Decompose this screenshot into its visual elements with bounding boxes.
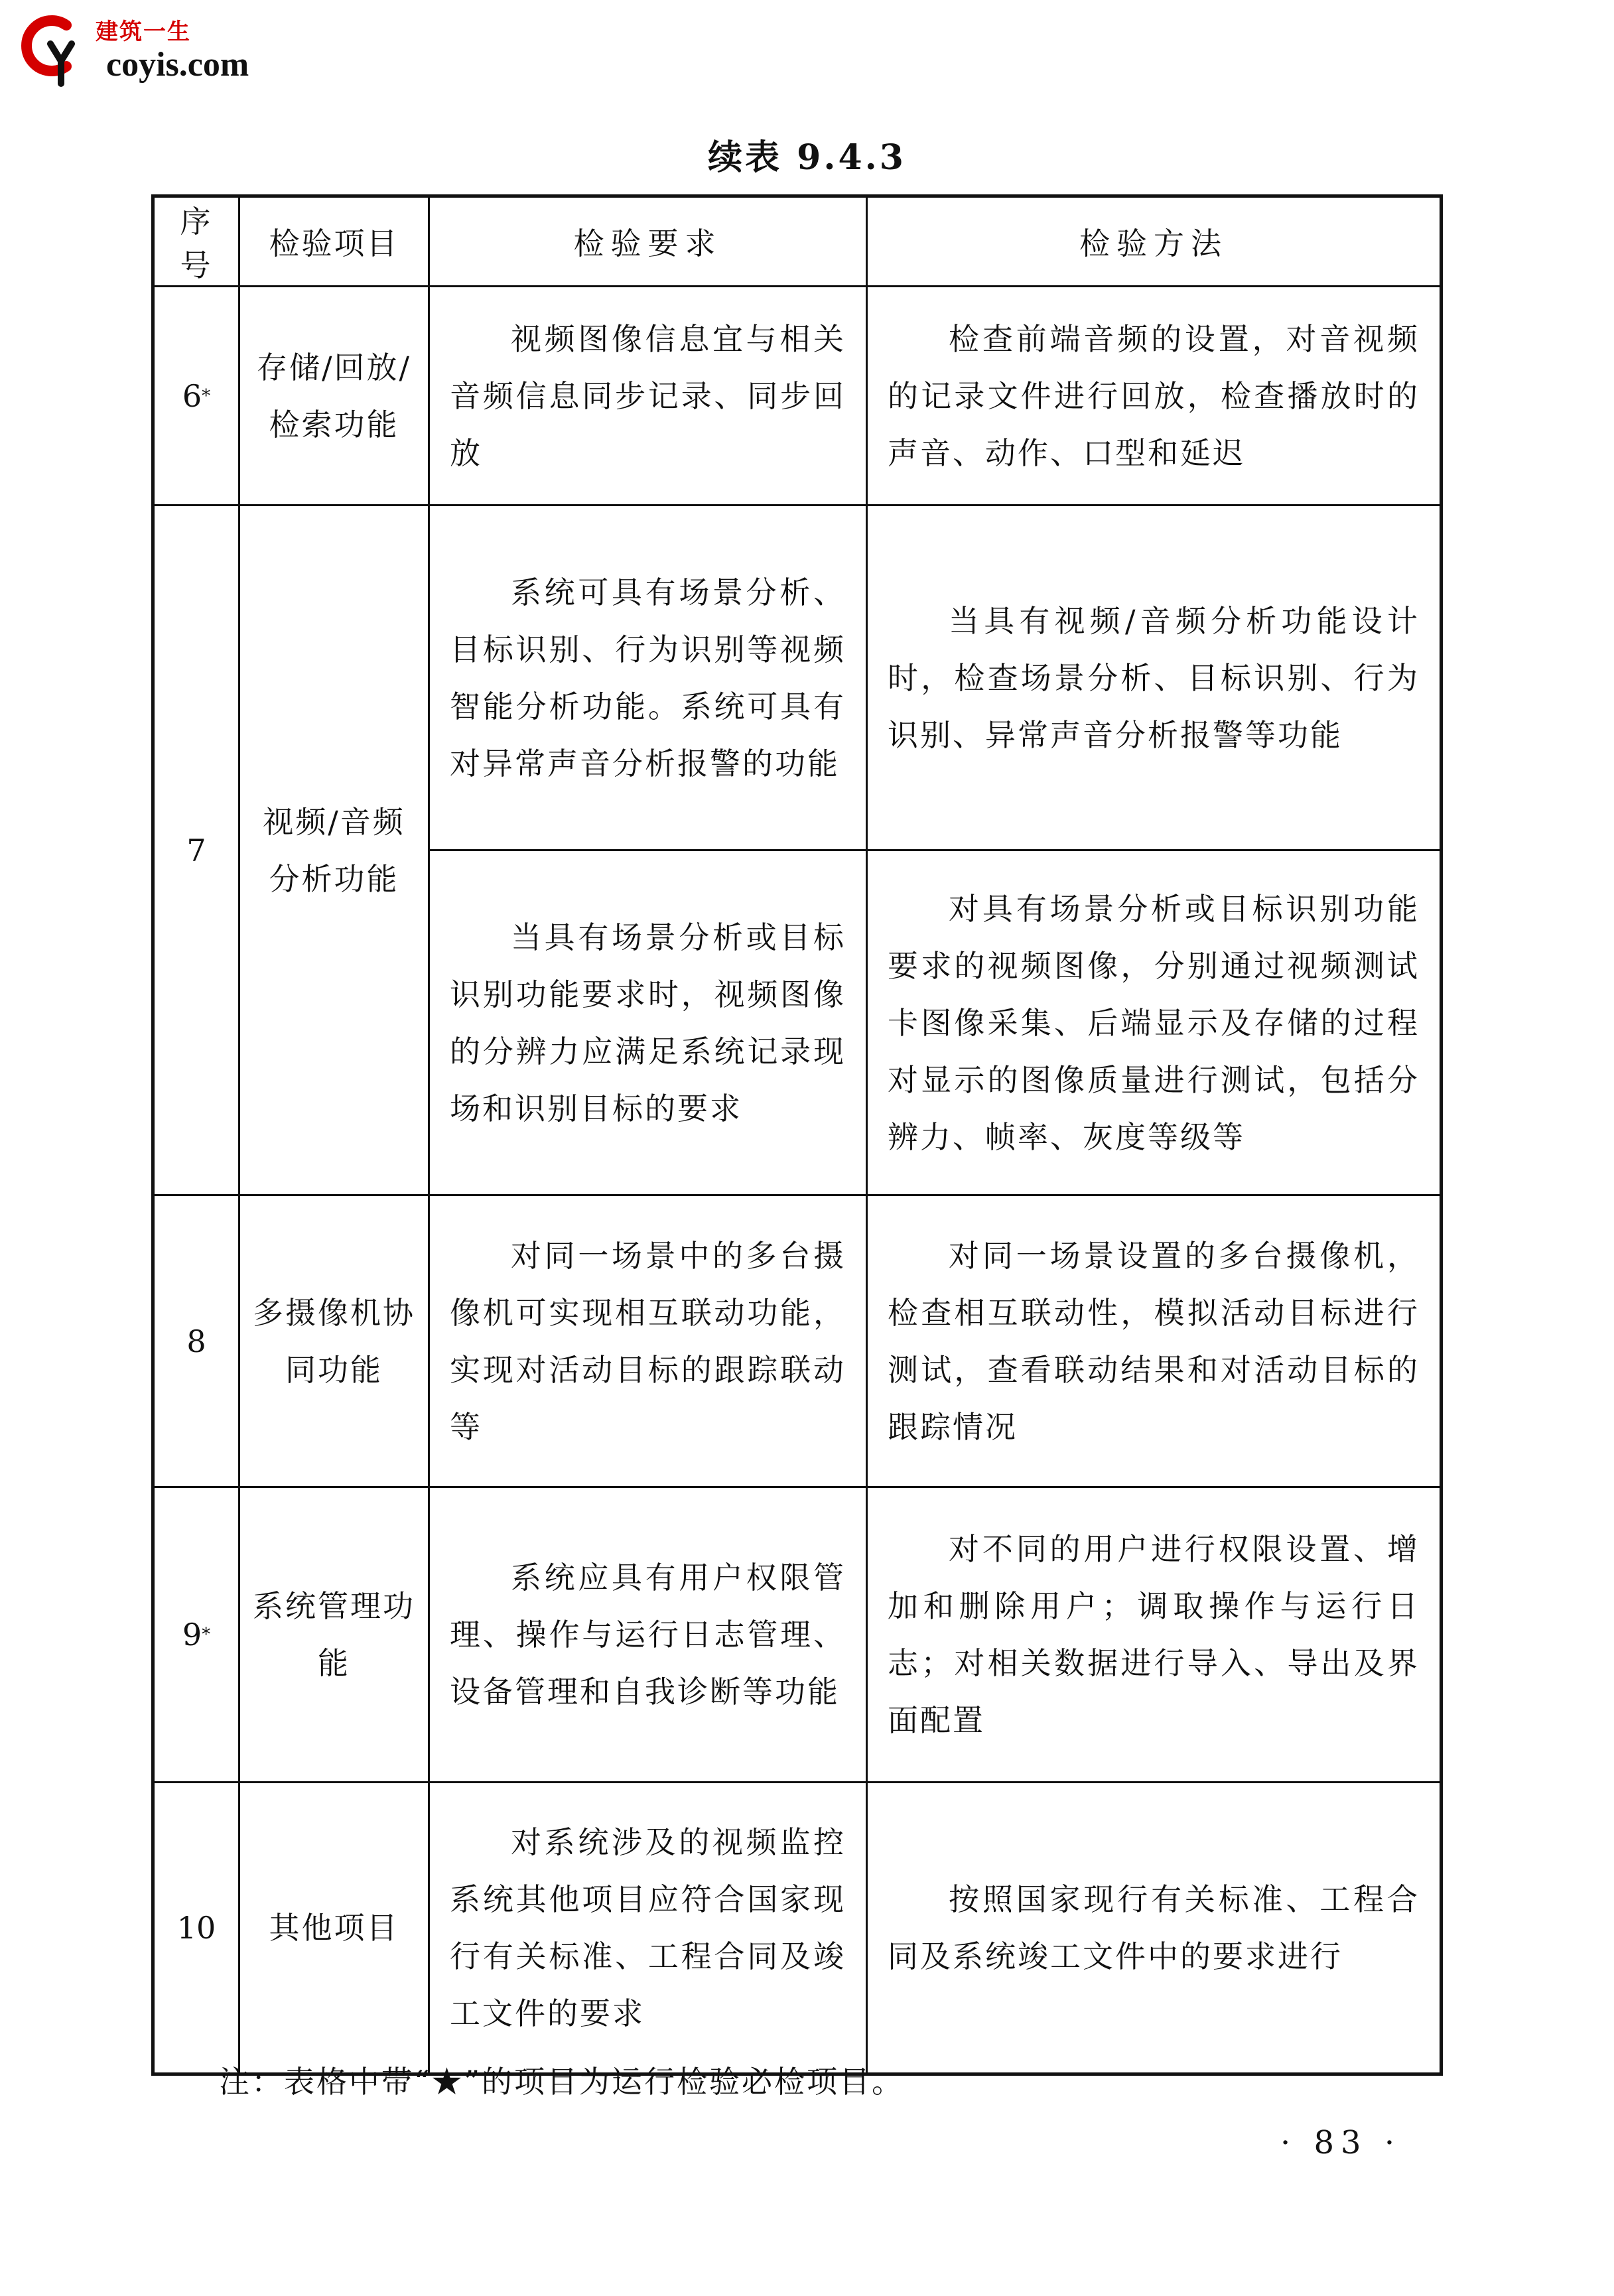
row-method: 对具有场景分析或目标识别功能要求的视频图像，分别通过视频测试卡图像采集、后端显示及存储的过程对显示的图像质量进行测试，包括分辨力、帧率、灰度等级等 [867,850,1442,1195]
row-requirement: 系统可具有场景分析、目标识别、行为识别等视频智能分析功能。系统可具有对异常声音分析报警的功能 [429,506,867,850]
table-footnote: 注：表格中带“★”的项目为运行检验必检项目。 [219,2064,905,2100]
row-item: 视频/音频分析功能 [239,506,429,1195]
row-item: 存储/回放/检索功能 [239,287,429,506]
row-method: 对同一场景设置的多台摄像机，检查相互联动性，模拟活动目标进行测试，查看联动结果和对活动目标的跟踪情况 [867,1195,1442,1487]
coyis-logo-icon [8,5,88,92]
star-mark: * [202,1625,211,1645]
header-method: 检验方法 [867,196,1442,287]
row-method: 按照国家现行有关标准、工程合同及系统竣工文件中的要求进行 [867,1783,1442,2074]
inspection-table [151,194,1443,2076]
logo-domain: coyis.com [106,46,249,84]
row-method: 检查前端音频的设置，对音视频的记录文件进行回放，检查播放时的声音、动作、口型和延迟 [867,287,1442,506]
header-item: 检验项目 [239,196,429,287]
row-item: 多摄像机协同功能 [239,1195,429,1487]
table-header-row [153,196,1442,287]
row-no: 9* [153,1487,239,1783]
page-number: · 83 · [1280,2124,1402,2161]
row-no: 10 [153,1783,239,2074]
table-title: 续表 9.4.3 [708,137,906,178]
row-item: 系统管理功能 [239,1487,429,1783]
table-row [153,506,1442,850]
row-requirement: 对同一场景中的多台摄像机可实现相互联动功能，实现对活动目标的跟踪联动等 [429,1195,867,1487]
table-row [153,1487,1442,1783]
row-method: 当具有视频/音频分析功能设计时，检查场景分析、目标识别、行为识别、异常声音分析报警等功能 [867,506,1442,850]
site-logo [8,5,287,92]
header-no: 序号 [153,196,239,287]
logo-chinese-name: 建筑一生 [96,19,191,45]
row-requirement: 对系统涉及的视频监控系统其他项目应符合国家现行有关标准、工程合同及竣工文件的要求 [429,1783,867,2074]
row-requirement: 当具有场景分析或目标识别功能要求时，视频图像的分辨力应满足系统记录现场和识别目标的要求 [429,850,867,1195]
row-requirement: 视频图像信息宜与相关音频信息同步记录、同步回放 [429,287,867,506]
row-method: 对不同的用户进行权限设置、增加和删除用户；调取操作与运行日志；对相关数据进行导入、导出及界面配置 [867,1487,1442,1783]
table-row [153,287,1442,506]
header-requirement: 检验要求 [429,196,867,287]
row-no: 8 [153,1195,239,1487]
table-row [153,1783,1442,2074]
table-row [153,1195,1442,1487]
row-no: 7 [153,506,239,1195]
row-item: 其他项目 [239,1783,429,2074]
star-mark: * [202,385,211,406]
row-requirement: 系统应具有用户权限管理、操作与运行日志管理、设备管理和自我诊断等功能 [429,1487,867,1783]
row-no: 6* [153,287,239,506]
